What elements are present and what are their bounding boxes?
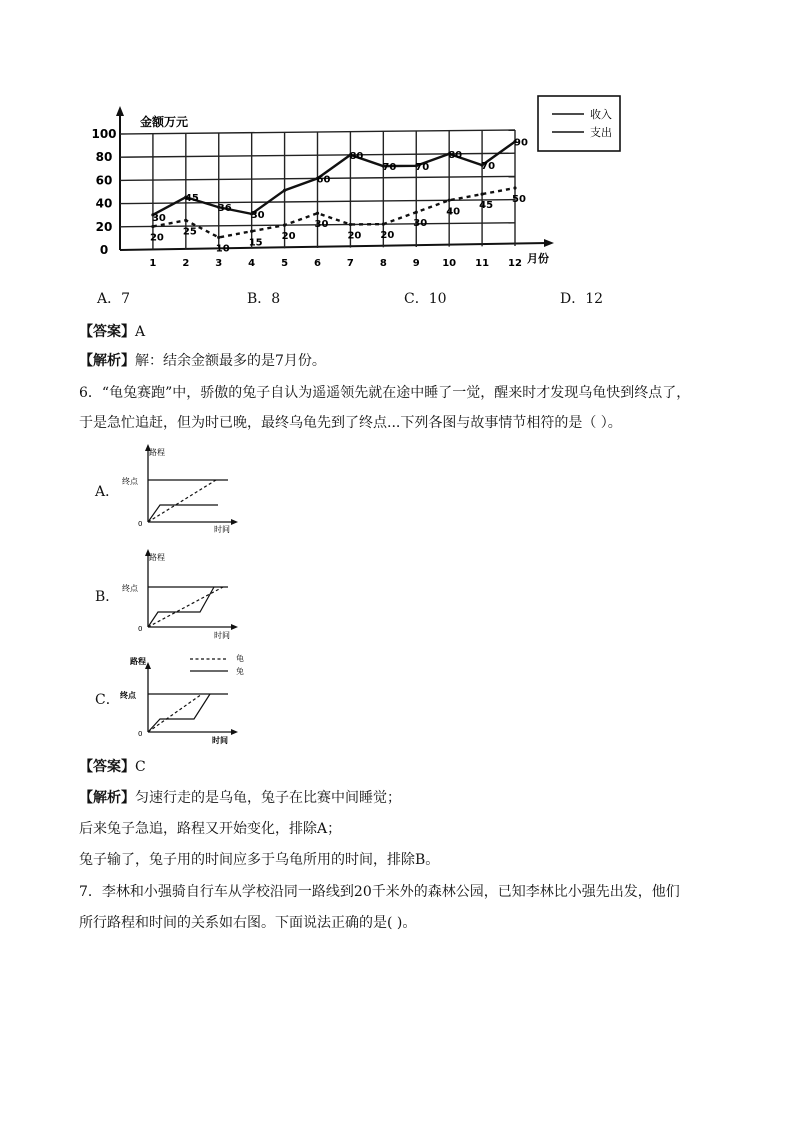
y-axis-title: 路程 [149, 553, 165, 562]
income-data-label: 90 [514, 137, 528, 149]
x-tick-label: 11 [475, 258, 490, 269]
origin-label: 0 [138, 625, 143, 633]
income-data-label: 80 [448, 149, 463, 161]
income-data-label: 30 [250, 209, 265, 221]
expense-point [184, 219, 187, 222]
x-axis-arrow [544, 239, 554, 247]
x-tick-label: 7 [346, 258, 354, 269]
income-data-label: 60 [316, 174, 331, 186]
q6-stem-line1: 6．“龟兔赛跑”中，骄傲的兔子自认为遥遥领先就在途中睡了一觉，醒来时才发现乌龟快到终点了， [79, 385, 691, 401]
x-axis-title: 时间 [214, 631, 230, 640]
origin-label: 0 [138, 520, 143, 528]
income-data-label: 36 [217, 203, 232, 215]
y-tick-label: 100 [91, 127, 117, 141]
income-data-label: 70 [481, 161, 496, 173]
legend-tortoise-label: 龟 [236, 654, 244, 663]
expense-data-label: 50 [512, 194, 526, 205]
legend-expense-label: 支出 [590, 126, 612, 139]
x-tick-label: 10 [442, 258, 457, 269]
income-data-label: 70 [382, 162, 397, 174]
expense-point [349, 223, 352, 226]
legend-income-label: 收入 [590, 108, 612, 121]
q5-answer [79, 322, 145, 342]
answer-value: C [135, 759, 146, 775]
x-axis-title: 时间 [214, 525, 230, 534]
q5-option-d: D．12 [560, 291, 604, 307]
y-axis-arrow [116, 106, 124, 116]
x-tick-label: 9 [412, 258, 420, 269]
q5-analysis [79, 351, 326, 371]
x-tick-label: 4 [248, 258, 256, 269]
finish-label: 终点 [122, 584, 138, 593]
y-axis-title: 路程 [149, 448, 165, 457]
expense-data-label: 20 [149, 232, 164, 244]
finish-label: 终点 [122, 477, 138, 486]
y-tick-label: 40 [95, 196, 113, 211]
expense-data-label: 30 [413, 218, 428, 230]
expense-data-label: 45 [479, 200, 494, 212]
expense-data-label: 20 [281, 231, 296, 243]
q6-option-b-label: B． [95, 589, 120, 605]
q6-analysis-line3: 兔子输了，兔子用的时间应多于乌龟所用的时间，排除B。 [79, 852, 440, 868]
expense-data-label: 25 [182, 226, 197, 238]
expense-point [151, 225, 154, 228]
expense-data-label: 10 [215, 243, 230, 255]
q7-stem-line2: 所行路程和时间的关系如右图。下面说法正确的是( )。 [79, 915, 417, 931]
expense-point [448, 199, 451, 202]
chart-grid [120, 130, 515, 250]
q6-graph-a [118, 440, 248, 540]
x-tick-label: 5 [281, 258, 289, 269]
analysis-tag: 【解析】 [79, 790, 135, 806]
y-tick-label: 60 [95, 173, 113, 188]
q6-graph-c [118, 650, 258, 750]
expense-point [513, 186, 516, 189]
expense-series-line [153, 188, 515, 237]
q6-graph-b [118, 545, 248, 645]
y-tick-label: 20 [95, 219, 113, 234]
finish-label: 终点 [120, 691, 136, 700]
x-tick-label: 12 [508, 258, 522, 269]
expense-data-label: 15 [248, 237, 263, 249]
expense-data-label: 40 [446, 206, 461, 218]
y-tick-label: 0 [99, 243, 109, 257]
q6-answer [79, 757, 146, 777]
x-axis [120, 243, 548, 250]
expense-point [217, 236, 220, 239]
expense-point [283, 224, 286, 227]
x-axis-title: 月份 [527, 252, 549, 265]
analysis-text: 匀速行走的是乌龟，兔子在比赛中间睡觉； [135, 790, 401, 806]
x-tick-label: 3 [215, 258, 223, 269]
x-tick-label: 6 [314, 258, 321, 269]
x-tick-label: 2 [182, 258, 190, 269]
income-point [283, 189, 286, 192]
q6-analysis-line2: 后来兔子急追，路程又开始变化，排除A； [79, 821, 342, 837]
income-data-label: 80 [349, 150, 364, 162]
x-tick-label: 1 [149, 258, 157, 269]
q5-option-c: C．10 [404, 291, 447, 307]
answer-value: A [135, 324, 146, 340]
x-axis-title: 时间 [212, 736, 228, 745]
income-data-label: 70 [415, 161, 430, 173]
expense-data-label: 20 [380, 230, 395, 242]
q6-stem-line2: 于是急忙追赶，但为时已晚，最终乌龟先到了终点...下列各图与故事情节相符的是（ ）。 [79, 415, 622, 431]
income-expense-chart [0, 0, 794, 290]
analysis-tag: 【解析】 [79, 353, 135, 369]
y-axis-title: 路程 [130, 657, 146, 666]
expense-point [250, 230, 253, 233]
q7-stem-line1: 7．李林和小强骑自行车从学校沿同一路线到20千米外的森林公园，已知李林比小强先出发，他们 [79, 884, 680, 900]
legend-rabbit-label: 兔 [236, 667, 244, 676]
origin-label: 0 [138, 730, 143, 738]
q6-option-c-label: C． [95, 692, 120, 708]
y-axis-title: 金额万元 [140, 115, 189, 129]
expense-point [415, 211, 418, 214]
expense-data-label: 30 [314, 219, 329, 231]
analysis-text: 解：结余金额最多的是7月份。 [135, 353, 326, 369]
q5-option-b: B．8 [247, 291, 281, 307]
x-tick-label: 8 [379, 258, 387, 269]
expense-point [480, 193, 483, 196]
y-tick-label: 80 [95, 150, 113, 165]
answer-tag: 【答案】 [79, 324, 135, 340]
answer-tag: 【答案】 [79, 759, 135, 775]
q6-analysis [79, 788, 401, 808]
expense-point [382, 223, 385, 226]
q5-option-a: A．7 [97, 291, 131, 307]
chart-legend [538, 96, 620, 151]
expense-data-label: 20 [347, 230, 362, 242]
expense-point [316, 212, 319, 215]
income-data-label: 45 [184, 193, 199, 205]
q6-option-a-label: A． [95, 484, 120, 500]
income-data-label: 30 [151, 212, 166, 224]
